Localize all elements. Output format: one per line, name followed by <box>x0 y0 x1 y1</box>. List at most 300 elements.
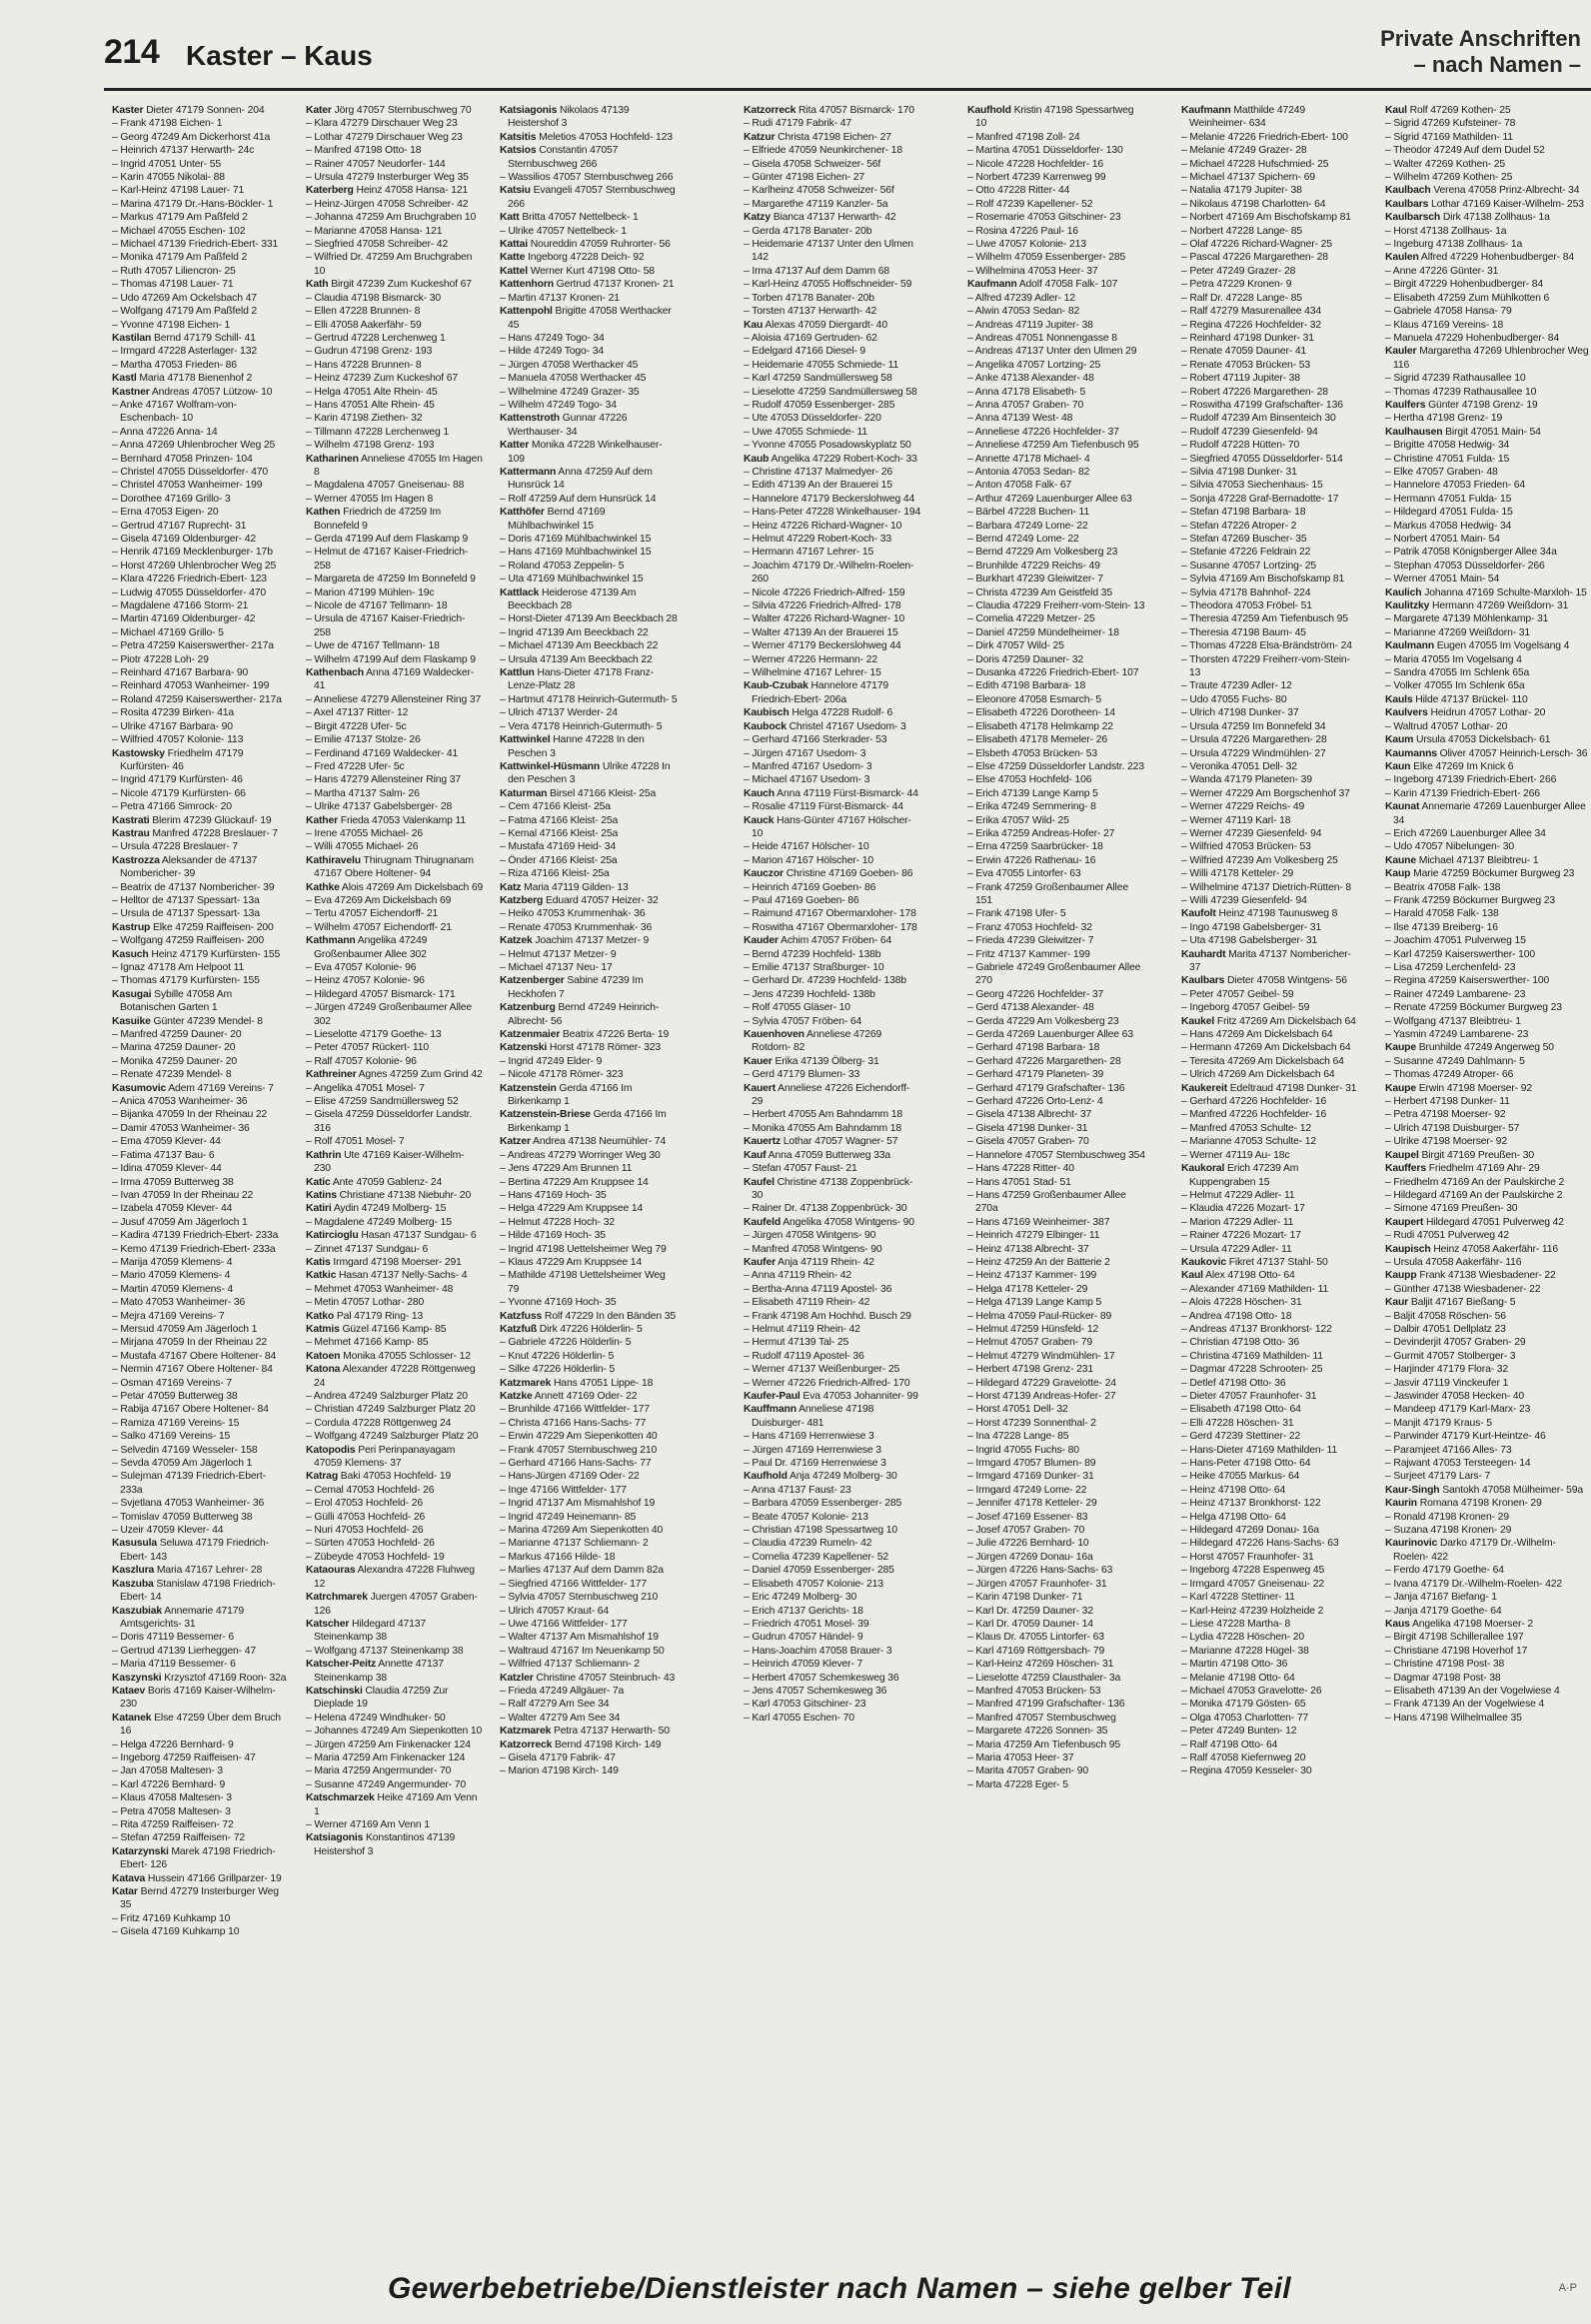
directory-entry: Katschinski Claudia 47259 Zur Dieplade 19 <box>306 1685 449 1711</box>
directory-entry: Kattwinkel-Hüsmann Ulrike 47228 In den Peschen 3 <box>500 760 671 786</box>
directory-entry: – Christine 47051 Fulda- 15 <box>1385 453 1510 465</box>
directory-entry: – Gisela 47057 Graben- 70 <box>967 1136 1089 1148</box>
directory-entry: – Helmut 47229 Robert-Koch- 33 <box>744 534 891 545</box>
directory-entry: – Claudia 47198 Bismarck- 30 <box>306 292 441 304</box>
directory-entry: – Irmgard 47057 Blumen- 89 <box>967 1458 1096 1470</box>
directory-entry: – Jürgen 47058 Wintgens- 90 <box>744 1230 876 1242</box>
directory-entry: – Melanie 47198 Otto- 64 <box>1181 1672 1295 1684</box>
directory-entry: – Jürgen 47249 Großenbaumer Allee 302 <box>306 1002 473 1027</box>
directory-entry: – Karl 47259 Sandmüllersweg 58 <box>744 373 892 385</box>
directory-entry: – Gabriele 47249 Großenbaumer Allee 270 <box>967 962 1141 987</box>
directory-entry: – Damir 47053 Wanheimer- 36 <box>112 1122 250 1134</box>
directory-entry: Kauls Hilde 47137 Brückel- 110 <box>1385 693 1528 705</box>
corner-mark: A·P <box>1558 2282 1577 2294</box>
directory-entry: Kaur Baljit 47167 Bießang- 5 <box>1385 1297 1516 1309</box>
directory-entry: Katsiagonis Nikolaos 47139 Heistershof 3 <box>500 105 630 130</box>
directory-entry: Katrchmarek Juergen 47057 Graben- 126 <box>306 1592 478 1617</box>
directory-entry: – Yasmin 47249 Lambarene- 23 <box>1385 1029 1529 1041</box>
directory-entry: – Renate 47053 Brücken- 53 <box>1181 359 1310 371</box>
directory-entry: – Piotr 47228 Loh- 29 <box>112 653 209 665</box>
directory-entry: – Friedhelm 47169 An der Paulskirche 2 <box>1385 1176 1565 1188</box>
directory-entry: – Elisabeth 47226 Dorotheen- 14 <box>967 707 1115 719</box>
directory-entry: Kaulitzky Hermann 47269 Weißdorn- 31 <box>1385 600 1569 612</box>
directory-entry: – Gerhard 47179 Grafschafter- 136 <box>967 1082 1125 1094</box>
directory-entry: – Jens 47229 Am Brunnen 11 <box>500 1163 633 1175</box>
directory-entry: Kaupert Hildegard 47051 Pulverweg 42 <box>1385 1216 1564 1228</box>
directory-entry: – Ingeborg 47228 Espenweg 45 <box>1181 1565 1325 1577</box>
directory-entry: Kaukel Fritz 47269 Am Dickelsbach 64 <box>1181 1015 1356 1027</box>
directory-entry: – Wilfried 47053 Brücken- 53 <box>1181 841 1311 853</box>
directory-entry: – Olga 47053 Charlotten- 77 <box>1181 1712 1309 1724</box>
directory-entry: – Marina 47179 Dr.-Hans-Böckler- 1 <box>112 198 274 210</box>
directory-entry: – Rolf 47055 Gläser- 10 <box>744 1002 850 1014</box>
directory-entry: – Marianne 47228 Hügel- 38 <box>1181 1645 1309 1657</box>
directory-entry: Katzenstein Gerda 47166 Im Birkenkamp 1 <box>500 1082 633 1108</box>
directory-entry: – Ferdinand 47169 Waldecker- 41 <box>306 747 459 759</box>
directory-entry: – Andreas 47137 Unter den Ulmen 29 <box>967 346 1137 358</box>
directory-entry: – Udo 47055 Fuchs- 80 <box>1181 693 1287 705</box>
directory-entry: Katzenburg Bernd 47249 Heinrich-Albrecht- 56 <box>500 1002 660 1027</box>
directory-entry: – Kemal 47166 Kleist- 25a <box>500 827 619 839</box>
directory-entry: – Hans-Jürgen 47169 Oder- 22 <box>500 1471 640 1483</box>
directory-entry: – Monika 47055 Am Bahndamm 18 <box>744 1122 901 1134</box>
directory-entry: Kattermann Anna 47259 Auf dem Hunsrück 14 <box>500 466 653 492</box>
directory-entry: – Heinrich 47059 Klever- 7 <box>744 1659 863 1671</box>
directory-entry: – Hermut 47139 Tal- 25 <box>744 1337 849 1349</box>
directory-entry: – Andrea 47249 Salzburger Platz 20 <box>306 1391 468 1402</box>
directory-entry: – Gudrun 47057 Händel- 9 <box>744 1632 863 1644</box>
directory-entry: – Bernd 47229 Am Volkesberg 23 <box>967 547 1118 559</box>
directory-entry: – Fatima 47137 Bau- 6 <box>112 1149 215 1161</box>
directory-entry: – Antonia 47053 Sedan- 82 <box>967 466 1090 478</box>
directory-entry: – Helmut 47228 Hoch- 32 <box>500 1216 615 1228</box>
directory-entry: – Klaudia 47226 Mozart- 17 <box>1181 1203 1305 1215</box>
directory-entry: – Frank 47259 Böckumer Burgweg 23 <box>1385 894 1556 906</box>
directory-entry: – Ursula 47228 Breslauer- 7 <box>112 841 238 853</box>
directory-entry: – Erol 47053 Hochfeld- 26 <box>306 1498 423 1510</box>
directory-entry: – Torsten 47137 Herwarth- 42 <box>744 306 877 318</box>
directory-entry: – Natalia 47179 Jupiter- 38 <box>1181 185 1302 197</box>
directory-entry: – Brunhilde 47166 Wittfelder- 177 <box>500 1404 650 1416</box>
directory-entry: Kather Frieda 47053 Valenkamp 11 <box>306 814 467 826</box>
directory-entry: – Heinrich 47279 Elbinger- 11 <box>967 1230 1100 1242</box>
directory-entry: – Elisabeth 47259 Zum Mühlkotten 6 <box>1385 292 1550 304</box>
directory-entry: – Hildegard 47269 Donau- 16a <box>1181 1525 1319 1537</box>
directory-entry: – Marion 47167 Hölscher- 10 <box>744 854 873 866</box>
directory-entry: – Karl-Heinz 47055 Hoffschneider- 59 <box>744 279 912 291</box>
directory-entry: – Frank 47139 An der Vogelwiese 4 <box>1385 1699 1545 1711</box>
directory-entry: – Theodor 47249 Auf dem Dudel 52 <box>1385 145 1545 157</box>
directory-entry: – Paramjeet 47166 Alles- 73 <box>1385 1444 1512 1456</box>
directory-entry: – Ursula de 47137 Spessart- 13a <box>112 908 260 920</box>
directory-entry: Kaunat Annemarie 47269 Lauenburger Allee 34 <box>1385 801 1586 826</box>
directory-entry: – Marion 47229 Adler- 11 <box>1181 1216 1294 1228</box>
directory-entry: – Hermann 47269 Am Dickelsbach 64 <box>1181 1042 1351 1054</box>
directory-entry: – Hilde 47249 Togo- 34 <box>500 346 604 358</box>
directory-entry: – Bertina 47229 Am Kruppsee 14 <box>500 1176 649 1188</box>
directory-entry: Kastrau Manfred 47228 Breslauer- 7 <box>112 827 278 839</box>
directory-entry: – Helmut 47119 Rhein- 42 <box>744 1323 860 1335</box>
directory-entry: – Ferdo 47179 Goethe- 64 <box>1385 1565 1504 1577</box>
directory-entry: Katharinen Anneliese 47055 Im Hagen 8 <box>306 453 483 478</box>
directory-entry: – Stefanie 47226 Feldrain 22 <box>1181 547 1311 559</box>
directory-entry: – Gerhard 47166 Hans-Sachs- 77 <box>500 1458 652 1470</box>
directory-entry: Kauer Erika 47139 Ölberg- 31 <box>744 1055 879 1067</box>
directory-entry: – Martha 47137 Salm- 26 <box>306 787 420 799</box>
directory-entry: Kauenhoven Anneliese 47269 Rotdorn- 82 <box>744 1029 882 1054</box>
directory-entry: – Stefan 47226 Atroper- 2 <box>1181 520 1297 532</box>
directory-entry: – Hans 47169 Herrenwiese 3 <box>744 1431 874 1443</box>
directory-entry: – Siegfried 47055 Düsseldorfer- 514 <box>1181 453 1343 465</box>
directory-entry: – Elisabeth 47119 Rhein- 42 <box>744 1297 870 1309</box>
directory-entry: – Gerda 47229 Am Volkesberg 23 <box>967 1015 1119 1027</box>
directory-entry: Kataev Boris 47169 Kaiser-Wilhelm- 230 <box>112 1685 276 1711</box>
directory-entry: – Thomas 47198 Lauer- 71 <box>112 279 234 291</box>
directory-entry: – Renate 47239 Mendel- 8 <box>112 1069 232 1081</box>
directory-entry: – Ina 47228 Lange- 85 <box>967 1431 1069 1443</box>
directory-entry: – Anna 47057 Graben- 70 <box>967 399 1084 411</box>
directory-entry: – Ingrid 47179 Kurfürsten- 46 <box>112 774 243 786</box>
directory-entry: – Andreas 47119 Jupiter- 38 <box>967 319 1093 331</box>
directory-entry: Kattenstroth Gunnar 47226 Werthauser- 34 <box>500 413 628 438</box>
directory-entry: – Uwe de 47167 Tellmann- 18 <box>306 640 440 652</box>
directory-entry: – Heiko 47053 Krummenhak- 36 <box>500 908 646 920</box>
directory-column-2 <box>306 104 484 2262</box>
directory-entry: – Horst 47269 Uhlenbrocher Weg 25 <box>112 560 277 572</box>
directory-entry: – Helma 47059 Paul-Rücker- 89 <box>967 1310 1112 1322</box>
directory-entry: – Nikolaus 47198 Charlotten- 64 <box>1181 198 1326 210</box>
directory-entry: – Rudolf 47059 Essenberger- 285 <box>744 399 895 411</box>
directory-entry: – Horst 47057 Fraunhofer- 31 <box>1181 1551 1314 1563</box>
directory-entry: – Gertrud 47228 Lerchenweg 1 <box>306 332 446 344</box>
directory-entry: Katis Irmgard 47198 Moerser- 291 <box>306 1256 462 1268</box>
directory-entry: – Hermann 47051 Fulda- 15 <box>1385 493 1512 505</box>
directory-entry: – Hans 47279 Allensteiner Ring 37 <box>306 774 462 786</box>
directory-entry: – Sonja 47228 Graf-Bernadotte- 17 <box>1181 493 1339 505</box>
directory-entry: Kaurin Romana 47198 Kronen- 29 <box>1385 1498 1542 1510</box>
directory-entry: – Werner 47055 Im Hagen 8 <box>306 493 434 505</box>
directory-entry: – Harald 47058 Falk- 138 <box>1385 908 1499 920</box>
directory-entry: – Manjit 47179 Kraus- 5 <box>1385 1417 1492 1429</box>
directory-entry: Katzek Joachim 47137 Metzer- 9 <box>500 935 650 947</box>
directory-entry: Kastrup Elke 47259 Raiffeisen- 200 <box>112 921 274 933</box>
directory-entry: – Theodora 47053 Fröbel- 51 <box>1181 600 1312 612</box>
directory-entry: – Cornelia 47229 Metzer- 25 <box>967 613 1095 625</box>
directory-entry: – Irmgard 47249 Lome- 22 <box>967 1484 1087 1496</box>
directory-entry: – Helmut 47057 Graben- 79 <box>967 1337 1093 1349</box>
directory-entry: – Wilhelmine 47167 Lehrer- 15 <box>744 667 881 679</box>
directory-entry: – Hans 47051 Alte Rhein- 45 <box>306 399 435 411</box>
directory-entry: – Wilfried 47057 Kolonie- 113 <box>112 734 244 746</box>
directory-entry: – Gerhard 47198 Barbara- 18 <box>967 1042 1100 1054</box>
directory-entry: – Helmut 47229 Adler- 11 <box>1181 1189 1295 1201</box>
directory-entry: – Elisabeth 47178 Helmkamp 22 <box>967 720 1113 732</box>
directory-entry: – Uta 47169 Mühlbachwinkel 15 <box>500 574 644 585</box>
directory-entry: – Surjeet 47179 Lars- 7 <box>1385 1471 1491 1483</box>
directory-entry: Katzy Bianca 47137 Herwarth- 42 <box>744 212 896 224</box>
directory-entry: – Renate 47259 Böckumer Burgweg 23 <box>1385 1002 1562 1014</box>
directory-entry: – Walter 47226 Richard-Wagner- 10 <box>744 613 905 625</box>
directory-entry: – Brunhilde 47229 Reichs- 49 <box>967 560 1100 572</box>
directory-entry: – Waltraud 47167 Im Neuenkamp 50 <box>500 1645 665 1657</box>
directory-entry: – Klaus 47169 Vereins- 18 <box>1385 319 1504 331</box>
directory-entry: – Christine 47137 Malmedyer- 26 <box>744 466 892 478</box>
directory-entry: – Petra 47198 Moerser- 92 <box>1385 1109 1506 1121</box>
directory-entry: – Werner 47169 Am Venn 1 <box>306 1819 430 1830</box>
directory-entry: Kasuike Günter 47239 Mendel- 8 <box>112 1015 263 1027</box>
directory-entry: – Heinz 47239 Zum Kuckeshof 67 <box>306 373 459 385</box>
directory-entry: – Uzeir 47059 Klever- 44 <box>112 1525 224 1537</box>
directory-entry: – Rudi 47179 Fabrik- 47 <box>744 118 852 130</box>
directory-entry: – Lydia 47228 Höschen- 20 <box>1181 1632 1304 1644</box>
directory-entry: – Erika 47249 Sernmering- 8 <box>967 801 1096 813</box>
directory-entry: – Peter 47057 Rückert- 110 <box>306 1042 429 1054</box>
directory-entry: – Claudia 47239 Rumeln- 42 <box>744 1538 872 1550</box>
directory-entry: – Ruth 47057 Liliencron- 25 <box>112 265 236 277</box>
directory-entry: – Annette 47178 Michael- 4 <box>967 453 1090 465</box>
directory-entry: – Wilhelm 47269 Kothen- 25 <box>1385 172 1513 184</box>
directory-entry: Kasusula Seluwa 47179 Friedrich-Ebert- 143 <box>112 1538 269 1563</box>
directory-entry: Katzmarek Hans 47051 Lippe- 18 <box>500 1377 654 1389</box>
directory-entry: – Helga 47229 Am Kruppsee 14 <box>500 1203 644 1215</box>
directory-entry: – Manuela 47229 Hohenbudberger- 84 <box>1385 332 1559 344</box>
directory-entry: – Kadira 47139 Friedrich-Ebert- 233a <box>112 1230 279 1242</box>
directory-entry: – Heinz 47138 Albrecht- 37 <box>967 1243 1089 1255</box>
directory-entry: – Elfriede 47059 Neunkirchener- 18 <box>744 145 902 157</box>
directory-entry: – Marianne 47058 Hansa- 121 <box>306 225 443 237</box>
directory-entry: – Wolfgang 47179 Am Paßfeld 2 <box>112 306 258 318</box>
directory-entry: – Doris 47119 Bessemer- 6 <box>112 1632 234 1644</box>
directory-entry: Katsitis Meletios 47053 Hochfeld- 123 <box>500 131 673 143</box>
directory-entry: – Udo 47057 Nibelungen- 30 <box>1385 841 1514 853</box>
directory-entry: – Silvia 47226 Friedrich-Alfred- 178 <box>744 600 901 612</box>
directory-entry: – Ludwig 47055 Düsseldorfer- 470 <box>112 586 267 598</box>
directory-entry: – Bernd 47249 Lome- 22 <box>967 534 1079 545</box>
directory-entry: – Josef 47169 Essener- 83 <box>967 1511 1088 1523</box>
directory-entry: – Jens 47239 Hochfeld- 138b <box>744 988 875 1000</box>
directory-entry: – Helmut 47279 Windmühlen- 17 <box>967 1350 1115 1362</box>
directory-entry: – Eva 47057 Kolonie- 96 <box>306 962 417 973</box>
directory-entry: – Mathilde 47198 Uettelsheimer Weg 79 <box>500 1270 666 1295</box>
directory-entry: – Pascal 47226 Margarethen- 28 <box>1181 252 1328 264</box>
directory-entry: – Michael 47169 Grillo- 5 <box>112 626 224 638</box>
directory-entry: – Irmgard 47057 Gneisenau- 22 <box>1181 1578 1324 1590</box>
directory-column-5 <box>967 104 1145 2262</box>
directory-entry: – Helga 47226 Bernhard- 9 <box>112 1739 234 1750</box>
directory-entry: – Claudia 47229 Freiherr-vom-Stein- 13 <box>967 600 1145 612</box>
directory-entry: Kaufmann Matthilde 47249 Weinheimer- 634 <box>1181 105 1306 130</box>
directory-entry: – Emilie 47137 Stolze- 26 <box>306 734 421 746</box>
directory-entry: – Georg 47226 Hochfelder- 37 <box>967 988 1104 1000</box>
directory-entry: – Sylvia 47057 Sternbuschweg 210 <box>500 1592 659 1604</box>
directory-entry: – Theresia 47259 Am Tiefenbusch 95 <box>1181 613 1348 625</box>
directory-entry: Katsios Constantin 47057 Sternbuschweg 266 <box>500 145 619 170</box>
directory-entry: – Mustafa 47169 Heid- 34 <box>500 841 616 853</box>
directory-entry: – Ingrid 47137 Am Mismahlshof 19 <box>500 1498 656 1510</box>
directory-entry: – Karl 47226 Bernhard- 9 <box>112 1778 226 1790</box>
directory-entry: – Maria 47259 Am Tiefenbusch 95 <box>967 1739 1121 1750</box>
directory-entry: Katkic Hasan 47137 Nelly-Sachs- 4 <box>306 1270 468 1282</box>
directory-entry: – Jennifer 47178 Ketteler- 29 <box>967 1498 1097 1510</box>
directory-entry: – Stefan 47198 Barbara- 18 <box>1181 507 1306 519</box>
directory-entry: Katzberg Eduard 47057 Heizer- 32 <box>500 894 659 906</box>
directory-entry: – Jürgen 47269 Donau- 16a <box>967 1551 1093 1563</box>
directory-entry: Katanek Else 47259 Über dem Bruch 16 <box>112 1712 281 1738</box>
directory-entry: – Liese 47228 Martha- 8 <box>1181 1618 1291 1630</box>
directory-entry: – Harjinder 47179 Flora- 32 <box>1385 1364 1509 1376</box>
directory-entry: – Gerhard 47179 Planeten- 39 <box>967 1069 1104 1081</box>
directory-entry: Kaufel Christine 47138 Zoppenbrück- 30 <box>744 1176 913 1201</box>
directory-entry: – Edith 47139 An der Brauerei 15 <box>744 480 892 492</box>
directory-entry: – Dirk 47057 Wild- 25 <box>967 640 1064 652</box>
directory-entry: – Werner 47226 Hermann- 22 <box>744 653 877 665</box>
directory-entry: – Werner 47229 Am Borgschenhof 37 <box>1181 787 1350 799</box>
directory-entry: – Christel 47055 Düsseldorfer- 470 <box>112 466 269 478</box>
directory-entry: – Karin 47198 Dunker- 71 <box>967 1592 1083 1604</box>
directory-entry: – Wolfgang 47249 Salzburger Platz 20 <box>306 1431 479 1443</box>
directory-entry: – Rainer 47249 Lambarene- 23 <box>1385 988 1526 1000</box>
directory-entry: – Ralf 47279 Masurenallee 434 <box>1181 306 1322 318</box>
directory-entry: Kasugai Sybille 47058 Am Botanischen Garten 1 <box>112 988 233 1014</box>
directory-entry: – Karl 47053 Gitschiner- 23 <box>744 1699 866 1711</box>
directory-entry: – Dalbir 47051 Dellplatz 23 <box>1385 1323 1506 1335</box>
directory-entry: Kaukovic Fikret 47137 Stahl- 50 <box>1181 1256 1328 1268</box>
directory-entry: Kathen Friedrich de 47259 Im Bonnefeld 9 <box>306 507 441 532</box>
directory-entry: – Karl 47169 Röttgersbach- 79 <box>967 1645 1105 1657</box>
directory-entry: – Birgit 47228 Ufer- 5c <box>306 720 407 732</box>
directory-entry: Kauffers Friedhelm 47169 Ahr- 29 <box>1385 1163 1540 1175</box>
directory-entry: – Jürgen 47226 Hans-Sachs- 63 <box>967 1565 1113 1577</box>
directory-entry: – Karl 47259 Kaiserswerther- 100 <box>1385 948 1535 960</box>
directory-entry: – Andrea 47198 Otto- 18 <box>1181 1310 1292 1322</box>
directory-entry: – Erich 47137 Gerichts- 18 <box>744 1605 863 1617</box>
directory-entry: Kaulmann Eugen 47055 Im Vogelsang 4 <box>1385 640 1570 652</box>
section-heading-line2: – nach Namen – <box>1413 52 1581 77</box>
directory-entry: – Ulrich 47198 Dunker- 37 <box>1181 707 1299 719</box>
directory-entry: – Birgit 47229 Hohenbudberger- 84 <box>1385 279 1543 291</box>
directory-entry: – Wilhelmine 47137 Dietrich-Rütten- 8 <box>1181 881 1352 893</box>
directory-entry: Kattenhorn Gertrud 47137 Kronen- 21 <box>500 279 675 291</box>
directory-entry: – Elise 47259 Sandmüllersweg 52 <box>306 1096 459 1108</box>
directory-entry: Kaufer-Paul Eva 47053 Johanniter- 99 <box>744 1391 918 1402</box>
directory-entry: – Emilie 47137 Straßburger- 10 <box>744 962 884 973</box>
directory-entry: – Gerda 47269 Lauenburger Allee 63 <box>967 1029 1133 1041</box>
directory-entry: – Wolfgang 47137 Bleibtreu- 1 <box>1385 1015 1521 1027</box>
directory-entry: – Ralf 47198 Otto- 64 <box>1181 1739 1278 1750</box>
directory-entry: – Joachim 47179 Dr.-Wilhelm-Roelen- 260 <box>744 560 914 585</box>
directory-entry: – Margarethe 47119 Kanzler- 5a <box>744 198 888 210</box>
directory-entry: – Bernd 47239 Hochfeld- 138b <box>744 948 881 960</box>
directory-column-3 <box>500 104 678 2262</box>
directory-entry: – Maria 47259 Angermunder- 70 <box>306 1765 452 1777</box>
directory-entry: – Eva 47055 Lintorfer- 63 <box>967 868 1081 880</box>
directory-entry: – Hannelore 47179 Beckerslohweg 44 <box>744 493 915 505</box>
directory-entry: – Petra 47058 Maltesen- 3 <box>112 1805 231 1817</box>
directory-entry: – Gabriele 47226 Hölderlin- 5 <box>500 1337 632 1349</box>
directory-entry: – Petar 47059 Butterweg 38 <box>112 1391 238 1402</box>
directory-entry: – Gerda 47178 Banater- 20b <box>744 225 872 237</box>
directory-entry: Kattenpohl Brigitte 47058 Werthacker 45 <box>500 306 672 331</box>
directory-entry: – Irmgard 47169 Dunker- 31 <box>967 1471 1094 1483</box>
directory-entry: Katopodis Peri Perinpanayagam 47059 Klemens- 37 <box>306 1444 456 1470</box>
directory-entry: – Erika 47259 Andreas-Hofer- 27 <box>967 827 1115 839</box>
directory-entry: – Melanie 47249 Grazer- 28 <box>1181 145 1307 157</box>
directory-entry: – Rainer 47057 Neudorfer- 144 <box>306 158 446 170</box>
directory-entry: Katmis Güzel 47166 Kamp- 85 <box>306 1323 447 1335</box>
directory-entry: Kaumanns Oliver 47057 Heinrich-Lersch- 36 <box>1385 747 1588 759</box>
directory-entry: – Inge 47166 Wittfelder- 177 <box>500 1484 627 1496</box>
directory-entry: – Ralf 47057 Kolonie- 96 <box>306 1055 417 1067</box>
directory-entry: – Marija 47059 Klemens- 4 <box>112 1256 233 1268</box>
directory-entry: – Maria 47119 Bessemer- 6 <box>112 1659 236 1671</box>
directory-entry: – Anna 47226 Anna- 14 <box>112 426 218 438</box>
section-heading-line1: Private Anschriften <box>1380 26 1581 51</box>
directory-entry: – Jürgen 47169 Herrenwiese 3 <box>744 1444 881 1456</box>
directory-entry: – Ingrid 47249 Heinemann- 85 <box>500 1511 637 1523</box>
directory-entry: – Martin 47169 Oldenburger- 42 <box>112 613 256 625</box>
directory-entry: – Wilhelm 47059 Essenberger- 285 <box>967 252 1126 264</box>
directory-entry: – Angelika 47051 Mosel- 7 <box>306 1082 425 1094</box>
directory-entry: Kaupe Brunhilde 47249 Angerweg 50 <box>1385 1042 1554 1054</box>
directory-entry: – Helmut 47137 Metzer- 9 <box>500 948 617 960</box>
directory-entry: – Willi 47178 Ketteler- 29 <box>1181 868 1294 880</box>
directory-entry: – Susanne 47249 Dahlmann- 5 <box>1385 1055 1525 1067</box>
directory-entry: – Otto 47228 Ritter- 44 <box>967 185 1070 197</box>
directory-entry: – Elke 47057 Graben- 48 <box>1385 466 1498 478</box>
directory-entry: – Axel 47137 Ritter- 12 <box>306 707 409 719</box>
directory-entry: – Birgit 47198 Schillerallee 197 <box>1385 1632 1524 1644</box>
page-name-range: Kaster – Kaus <box>186 40 373 71</box>
directory-entry: – Michael 47055 Eschen- 102 <box>112 225 246 237</box>
directory-entry: – Martin 47198 Otto- 36 <box>1181 1659 1288 1671</box>
directory-entry: – Fritz 47137 Kammer- 199 <box>967 948 1090 960</box>
directory-entry: Kaune Michael 47137 Bleibtreu- 1 <box>1385 854 1539 866</box>
directory-entry: Katzenberger Sabine 47239 Im Heckhofen 7 <box>500 975 644 1000</box>
directory-entry: – Svjetlana 47053 Wanheimer- 36 <box>112 1498 265 1510</box>
page-number: 214 <box>104 33 160 71</box>
directory-entry: – Rudolf 47119 Apostel- 36 <box>744 1350 864 1362</box>
directory-entry: – Thomas 47249 Atroper- 66 <box>1385 1069 1514 1081</box>
directory-entry: – Arthur 47269 Lauenburger Allee 63 <box>967 493 1132 505</box>
directory-entry: Kaulbars Dieter 47058 Wintgens- 56 <box>1181 975 1347 987</box>
directory-entry: – Gurmit 47057 Stolberger- 3 <box>1385 1350 1516 1362</box>
directory-entry: – Werner 47229 Reichs- 49 <box>1181 801 1305 813</box>
footer-note: Gewerbebetriebe/Dienstleister nach Namen – siehe gelber Teil <box>388 2272 1291 2305</box>
directory-entry: – Ursula 47139 Am Beeckbach 22 <box>500 653 653 665</box>
directory-entry: – Angelika 47057 Lortzing- 25 <box>967 359 1101 371</box>
directory-entry: – Brigitte 47058 Hedwig- 34 <box>1385 440 1510 452</box>
directory-entry: – Dagmar 47198 Post- 38 <box>1385 1672 1501 1684</box>
directory-entry: Katt Britta 47057 Nettelbeck- 1 <box>500 212 639 224</box>
directory-entry: – Heinz-Jürgen 47058 Schreiber- 42 <box>306 198 469 210</box>
directory-entry: – Margarete 47226 Sonnen- 35 <box>967 1726 1108 1738</box>
directory-entry: – Lieselotte 47259 Clausthaler- 3a <box>967 1672 1121 1684</box>
directory-entry: – Walter 47137 Am Mismahlshof 19 <box>500 1632 659 1644</box>
directory-entry: – Thorsten 47229 Freiherr-vom-Stein- 13 <box>1181 653 1350 679</box>
directory-entry: – Osman 47169 Vereins- 7 <box>112 1377 233 1389</box>
directory-entry: – Rosina 47226 Paul- 16 <box>967 225 1078 237</box>
directory-entry: – Georg 47249 Am Dickerhorst 41a <box>112 131 271 143</box>
directory-entry: – Sigrid 47269 Kufsteiner- 78 <box>1385 118 1516 130</box>
directory-entry: – Önder 47166 Kleist- 25a <box>500 854 618 866</box>
directory-entry: – Hildegard 47169 An der Paulskirche 2 <box>1385 1189 1563 1201</box>
directory-entry: – Bernhard 47058 Prinzen- 104 <box>112 453 253 465</box>
directory-entry: – Vera 47178 Heinrich-Gutermuth- 5 <box>500 720 663 732</box>
directory-entry: – Monika 47179 Gösten- 65 <box>1181 1699 1306 1711</box>
directory-entry: – Michael 47167 Usedom- 3 <box>744 774 870 786</box>
directory-entry: – Rosemarie 47053 Gitschiner- 23 <box>967 212 1121 224</box>
directory-entry: – Elisabeth 47139 An der Vogelwiese 4 <box>1385 1685 1560 1697</box>
